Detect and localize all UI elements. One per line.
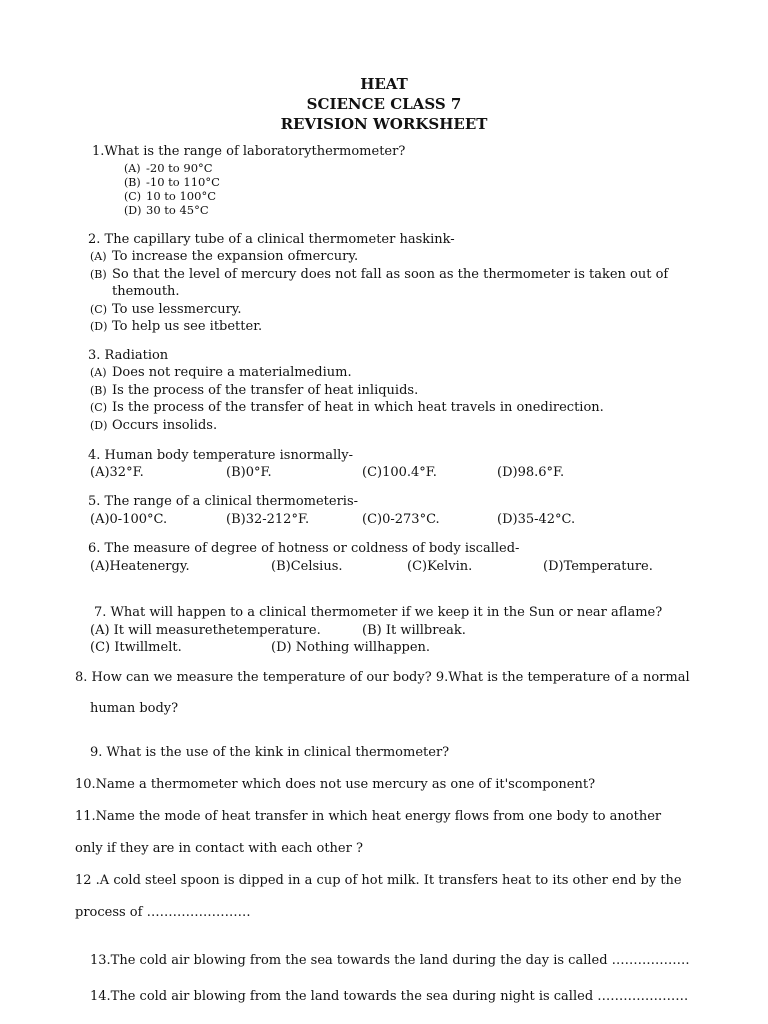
question-8-line2: human body? [90, 701, 179, 716]
q1-option-c: (C) 10 to 100°C [124, 189, 216, 203]
question-5: 5. The range of a clinical thermometeris- [88, 494, 359, 509]
q4-option-a: (A)32°F. [90, 465, 144, 480]
question-10: 10.Name a thermometer which does not use mercury as one of it'scomponent? [75, 777, 596, 792]
question-1: 1.What is the range of laboratorythermometer? [92, 144, 406, 159]
question-11-line1: 11.Name the mode of heat transfer in which heat energy flows from one body to another [75, 809, 662, 824]
q7-option-c: (C) Itwillmelt. [90, 640, 182, 655]
question-12-line1: 12 .A cold steel spoon is dipped in a cup of hot milk. It transfers heat to its other end by the [75, 873, 682, 888]
question-8-line1: 8. How can we measure the temperature of our body? 9.What is the temperature of a normal [75, 670, 690, 685]
q1-option-b: (B) -10 to 110°C [124, 175, 220, 189]
q4-option-b: (B)0°F. [226, 465, 272, 480]
worksheet-heading: REVISION WORKSHEET [280, 115, 488, 133]
q5-option-a: (A)0-100°C. [90, 512, 168, 527]
question-13: 13.The cold air blowing from the sea towards the land during the day is called ……………… [90, 953, 690, 968]
q4-option-c: (C)100.4°F. [362, 465, 437, 480]
q2-option-c: (C) To use lessmercury. [90, 302, 242, 317]
q5-option-c: (C)0-273°C. [362, 512, 440, 527]
q6-option-a: (A)Heatenergy. [90, 559, 190, 574]
question-12-line2: process of …………………… [75, 905, 251, 920]
question-6: 6. The measure of degree of hotness or coldness of body iscalled- [88, 541, 520, 556]
q1-option-d: (D) 30 to 45°C [124, 203, 209, 217]
question-4: 4. Human body temperature isnormally- [88, 448, 354, 463]
q1-option-a: (A) -20 to 90°C [124, 161, 213, 175]
question-11-line2: only if they are in contact with each other ? [75, 841, 363, 856]
question-7: 7. What will happen to a clinical thermometer if we keep it in the Sun or near aflame? [94, 605, 663, 620]
q7-option-b: (B) It willbreak. [362, 623, 466, 638]
q7-option-d: (D) Nothing willhappen. [271, 640, 431, 655]
q3-option-d: (D) Occurs insolids. [90, 418, 218, 433]
q6-option-d: (D)Temperature. [543, 559, 653, 574]
question-3: 3. Radiation [88, 348, 169, 363]
q2-option-b: (B) So that the level of mercury does not fall as soon as the thermometer is taken out of [90, 267, 669, 282]
q3-option-a: (A) Does not require a materialmedium. [90, 365, 352, 380]
q5-option-d: (D)35-42°C. [497, 512, 576, 527]
q2-option-b-cont: themouth. [112, 284, 180, 299]
question-14: 14.The cold air blowing from the land towards the sea during night is called ………………… [90, 989, 689, 1004]
worksheet-subtitle: SCIENCE CLASS 7 [306, 95, 462, 113]
question-9: 9. What is the use of the kink in clinical thermometer? [90, 745, 450, 760]
question-2: 2. The capillary tube of a clinical thermometer haskink- [88, 232, 455, 247]
q5-option-b: (B)32-212°F. [226, 512, 310, 527]
q7-option-a: (A) It will measurethetemperature. [90, 623, 321, 638]
q2-option-d: (D) To help us see itbetter. [90, 319, 263, 334]
q3-option-b: (B) Is the process of the transfer of heat inliquids. [90, 383, 419, 398]
q4-option-d: (D)98.6°F. [497, 465, 565, 480]
q2-option-a: (A) To increase the expansion ofmercury. [90, 249, 359, 264]
q6-option-b: (B)Celsius. [271, 559, 343, 574]
q6-option-c: (C)Kelvin. [407, 559, 473, 574]
q3-option-c: (C) Is the process of the transfer of heat in which heat travels in onedirection. [90, 400, 604, 415]
worksheet-title: HEAT [360, 75, 408, 93]
